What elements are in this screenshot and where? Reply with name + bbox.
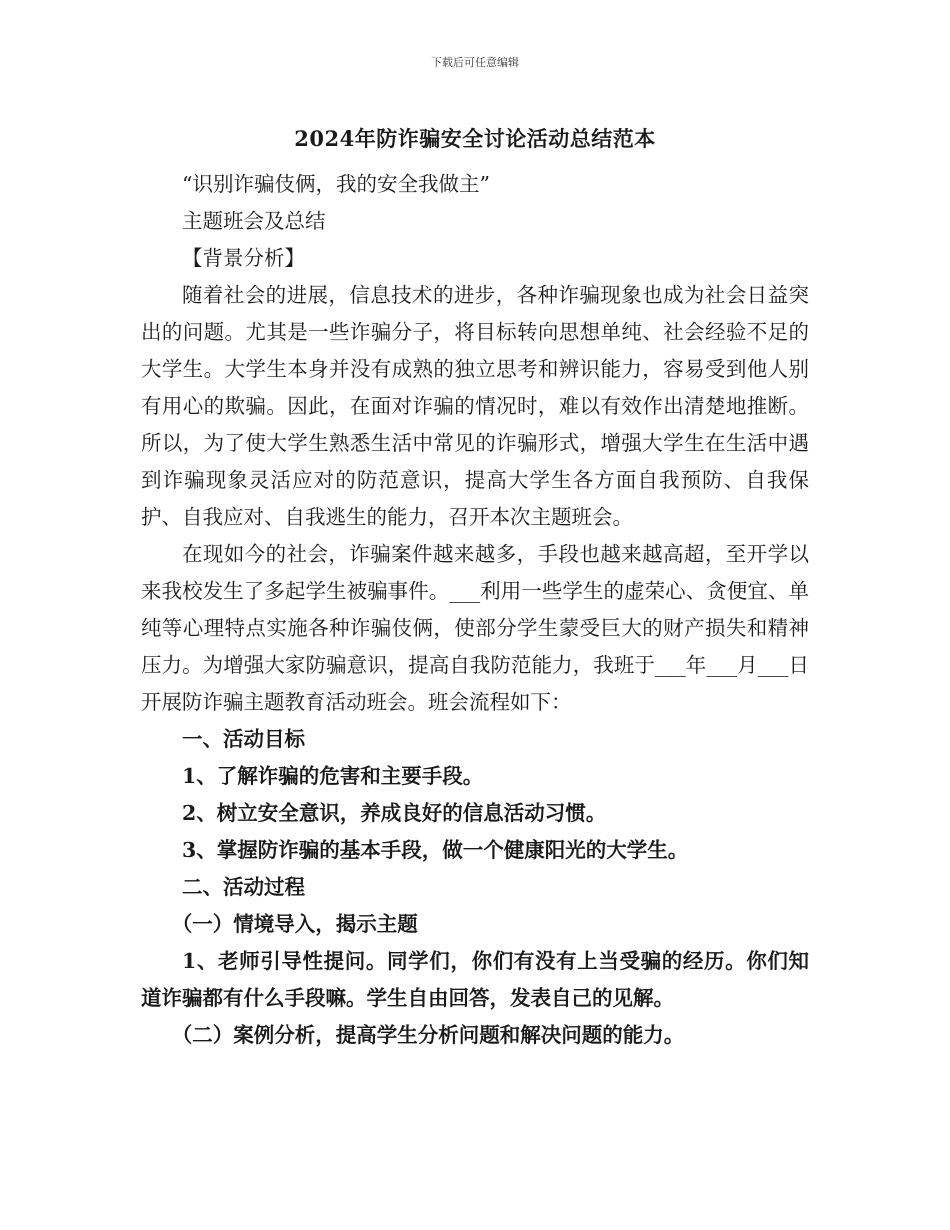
paragraph-background: 随着社会的进展，信息技术的进步，各种诈骗现象也成为社会日益突出的问题。尤其是一些诈骗分子，将目标转向思想单纯、社会经验不足的大学生。大学生本身并没有成熟的独立思考和辨识能力，容易受到他人别有用心的欺骗。因此，在面对诈骗的情况时，难以有效作出清楚地推断。所以，为了使大学生熟悉生活中常见的诈骗形式，增强大学生在生活中遇到诈骗现象灵活应对的防范意识，提高大学生各方面自我预防、自我保护、自我应对、自我逃生的能力，召开本次主题班会。 [141, 283, 809, 529]
section-heading-goals: 一、活动目标 [182, 727, 305, 751]
document-title: 2024年防诈骗安全讨论活动总结范本 [294, 126, 656, 151]
goal-item-1: 1、了解诈骗的危害和主要手段。 [182, 764, 484, 788]
slogan: “识别诈骗伎俩，我的安全我做主” [182, 172, 490, 196]
paragraph-context: 在现如今的社会，诈骗案件越来越多，手段也越来越高超，至开学以来我校发生了多起学生被骗事件。___利用一些学生的虚荣心、贪便宜、单纯等心理特点实施各种诈骗伎俩，使部分学生蒙受巨大的财产损失和精神压力。为增强大家防骗意识，提高自我防范能力，我班于___年___月___日开展防诈骗主题教育活动班会。班会流程如下： [141, 542, 809, 714]
step-heading-1: （一）情境导入，揭示主题 [171, 912, 418, 936]
step-text-1: 1、老师引导性提问。同学们，你们有没有上当受骗的经历。你们知道诈骗都有什么手段嘛。学生自由回答，发表自己的见解。 [141, 949, 809, 1010]
background-heading: 【背景分析】 [182, 246, 305, 270]
goal-item-2: 2、树立安全意识，养成良好的信息活动习惯。 [182, 801, 607, 825]
subtitle: 主题班会及总结 [182, 209, 326, 233]
section-heading-process: 二、活动过程 [182, 875, 305, 899]
step-heading-2: （二）案例分析，提高学生分析问题和解决问题的能力。 [171, 1023, 685, 1047]
goal-item-3: 3、掌握防诈骗的基本手段，做一个健康阳光的大学生。 [182, 838, 689, 862]
document-body [141, 122, 809, 1054]
page-header-note: 下载后可任意编辑 [431, 56, 519, 69]
